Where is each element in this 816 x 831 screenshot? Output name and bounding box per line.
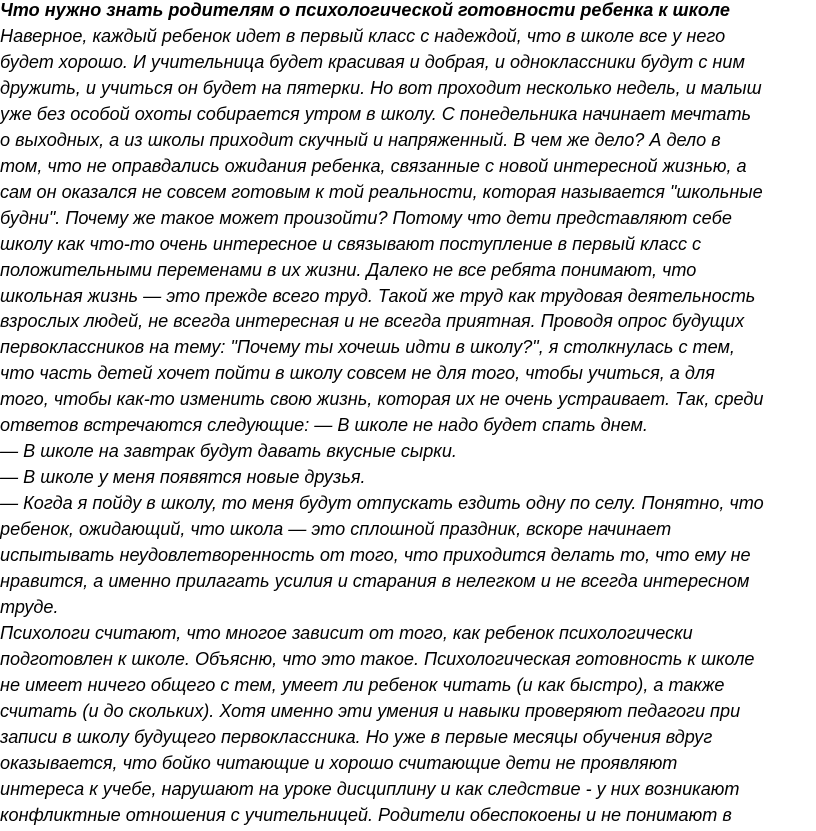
paragraph-line: — Когда я пойду в школу, то меня будут отпускать ездить одну по селу. Понятно, что [0, 493, 764, 514]
paragraph-line: сам он оказался не совсем готовым к той реальности, которая называется "школьные [0, 181, 763, 202]
paragraph-line: Психологи считают, что многое зависит от того, как ребенок психологически [0, 622, 693, 643]
paragraph-line: считать (и до скольких). Хотя именно эти умения и навыки проверяют педагоги при [0, 700, 741, 721]
paragraph-line: нравится, а именно прилагать усилия и старания в нелегком и не всегда интересном [0, 570, 750, 591]
paragraph-line: будни". Почему же такое может произойти? Потому что дети представляют себе [0, 207, 732, 228]
paragraph-line: труде. [0, 596, 59, 617]
paragraph-line: не имеет ничего общего с тем, умеет ли ребенок читать (и как быстро), а также [0, 674, 725, 695]
paragraph-line: том, что не оправдались ожидания ребенка, связанные с новой интересной жизнью, а [0, 155, 747, 176]
paragraph-line: Наверное, каждый ребенок идет в первый класс с надеждой, что в школе все у него [0, 26, 726, 46]
paragraph-line: испытывать неудовлетворенность от того, что приходится делать то, что ему не [0, 545, 751, 565]
paragraph-line: ребенок, ожидающий, что школа — это сплошной праздник, вскоре начинает [0, 519, 672, 540]
paragraph-line: подготовлен к школе. Объясню, что это такое. Психологическая готовность к школе [0, 648, 755, 669]
paragraph-line: ответов встречаются следующие: — В школе не надо будет спать днем. [0, 415, 648, 436]
paragraph-line: оказывается, что бойко читающие и хорошо считающие дети не проявляют [0, 752, 678, 773]
paragraph-line: о выходных, а из школы приходит скучный и напряженный. В чем же дело? А дело в [0, 129, 721, 150]
paragraph-line: школу как что-то очень интересное и связывают поступление в первый класс с [0, 233, 702, 254]
paragraph-line: будет хорошо. И учительница будет красивая и добрая, и одноклассники будут с ним [0, 51, 745, 72]
paragraph-line: записи в школу будущего первоклассника. Но уже в первые месяцы обучения вдруг [0, 726, 713, 747]
paragraph-line: школьная жизнь — это прежде всего труд. Такой же труд как трудовая деятельность [0, 285, 756, 306]
paragraph-line: дружить, и учиться он будет на пятерки. Но вот проходит несколько недель, и малыш [0, 77, 762, 98]
paragraph-line: интереса к учебе, нарушают на уроке дисциплину и как следствие - у них возникают [0, 778, 740, 799]
paragraph-line: уже без особой охоты собирается утром в школу. С понедельника начинает мечтать [0, 103, 752, 124]
paragraph-line: положительными переменами в их жизни. Далеко не все ребята понимают, что [0, 259, 697, 280]
paragraph-line: — В школе у меня появятся новые друзья. [0, 467, 366, 488]
paragraph-line: — В школе на завтрак будут давать вкусные сырки. [0, 441, 457, 462]
paragraph-line: конфликтные отношения с учительницей. Родители обеспокоены и не понимают в [0, 804, 732, 825]
paragraph-line: взрослых людей, не всегда интересная и не всегда приятная. Проводя опрос будущих [0, 311, 745, 332]
paragraph-line: первоклассников на тему: "Почему ты хочешь идти в школу?", я столкнулась с тем, [0, 337, 735, 358]
document-title: Что нужно знать родителям о психологической готовности ребенка к школе [0, 0, 730, 20]
paragraph-line: того, чтобы как-то изменить свою жизнь, которая их не очень устраивает. Так, среди [0, 389, 764, 410]
paragraph-line: что часть детей хочет пойти в школу совсем не для того, чтобы учиться, а для [0, 363, 715, 384]
